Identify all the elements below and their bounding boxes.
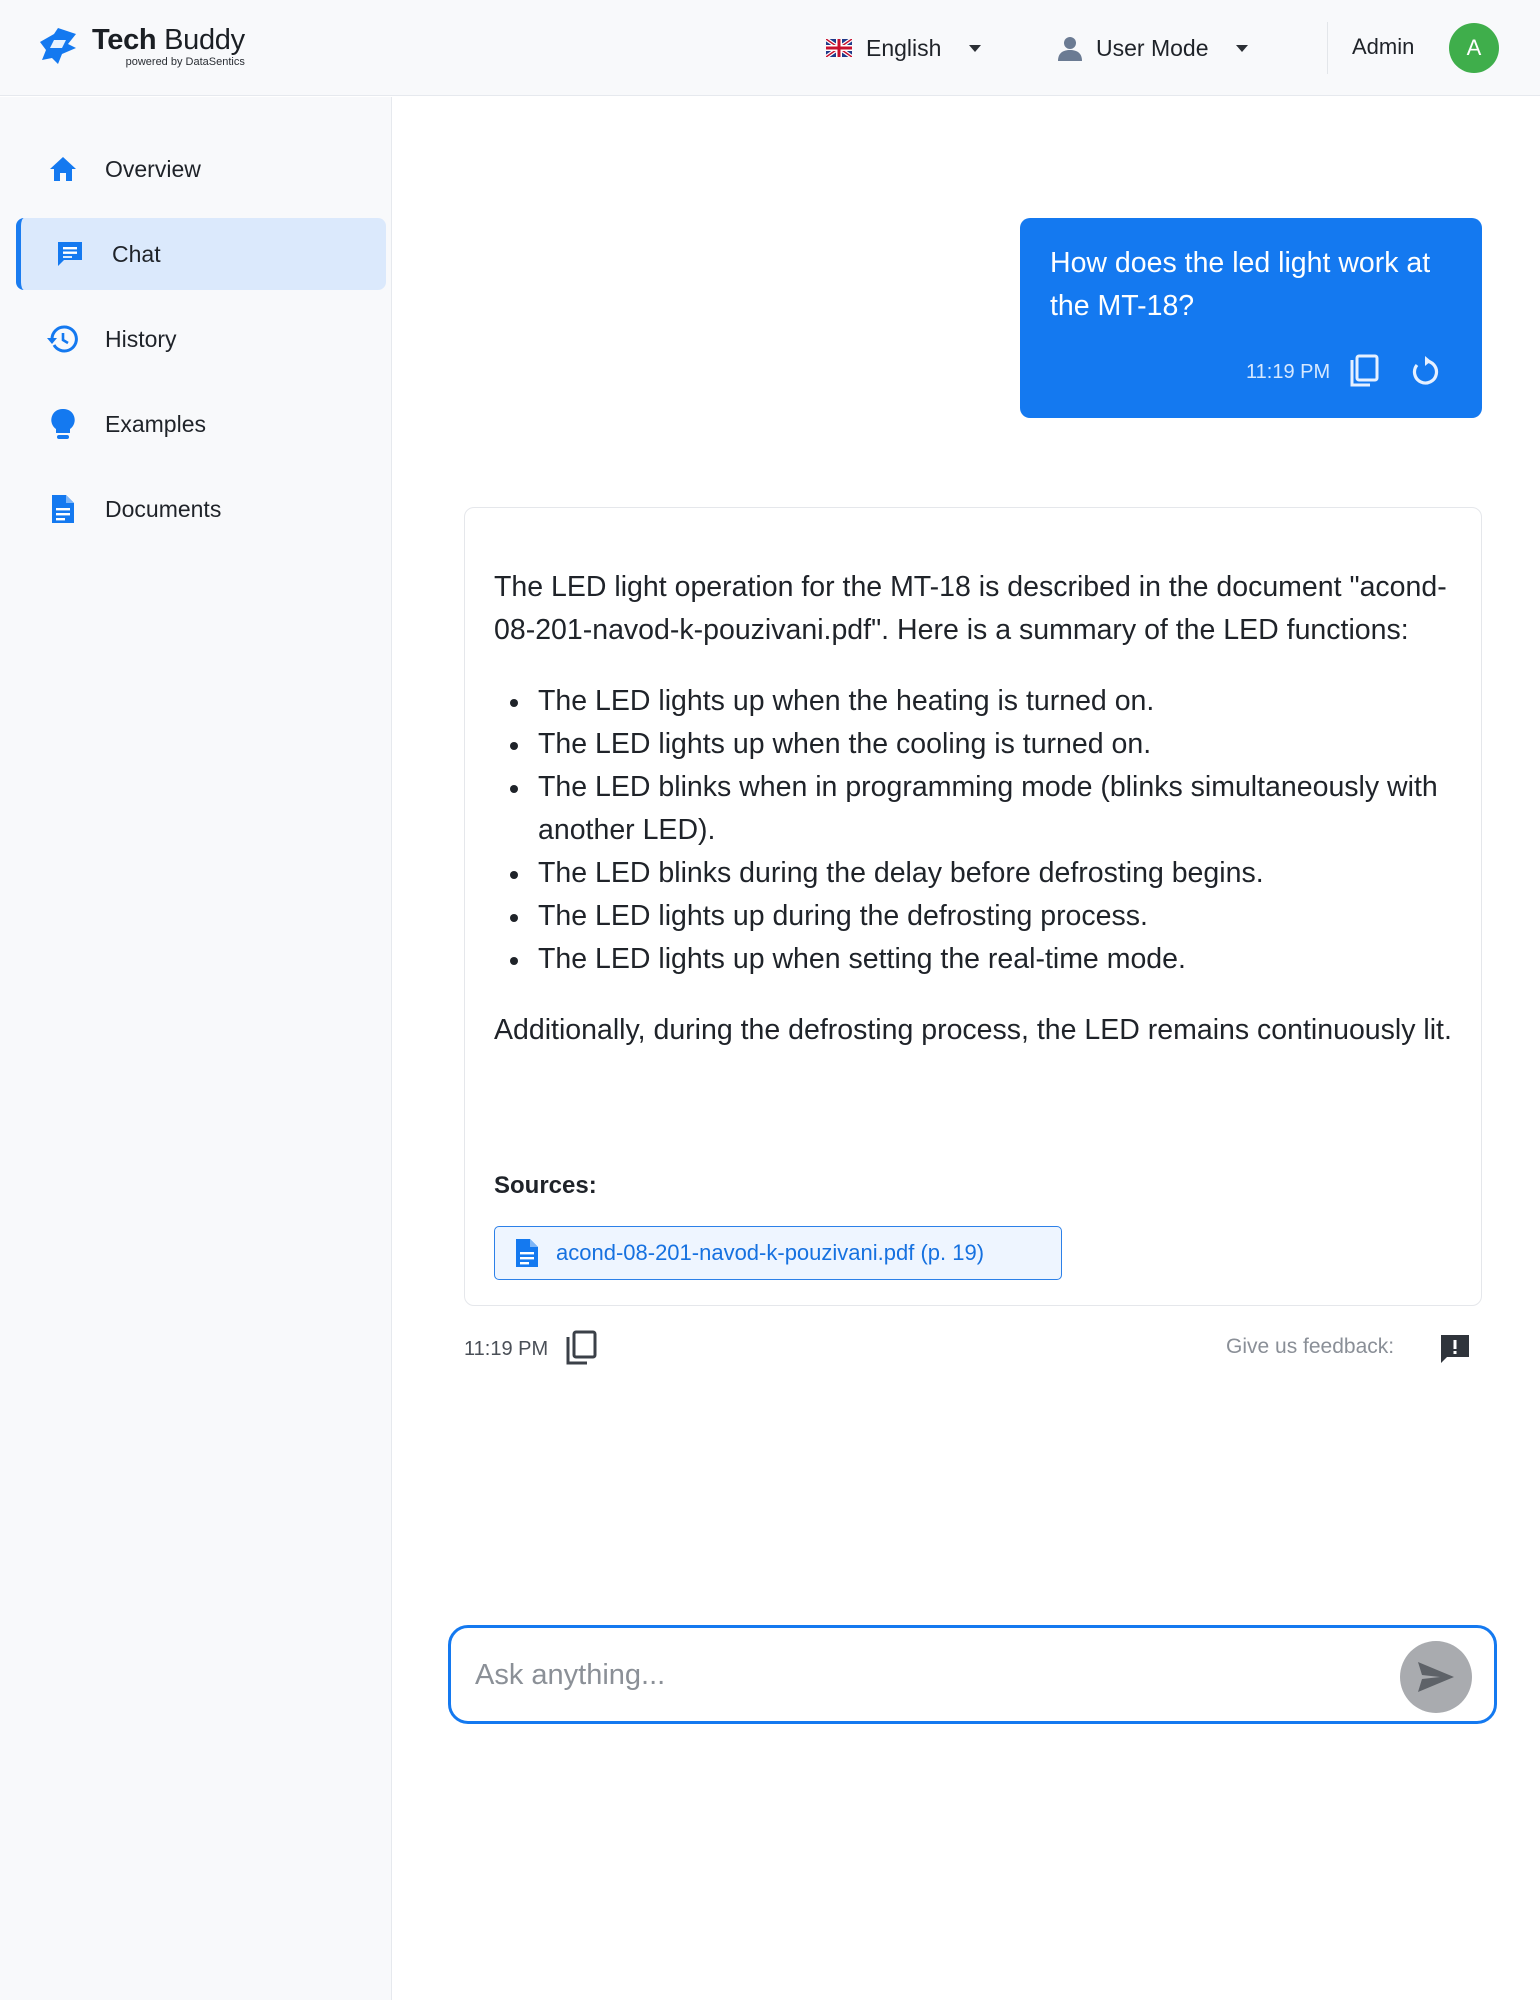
regenerate-icon[interactable]: [1408, 355, 1442, 389]
user-icon: [1056, 34, 1084, 62]
answer-time: 11:19 PM: [464, 1337, 549, 1360]
send-icon: [1416, 1660, 1456, 1694]
user-message-meta: [1246, 354, 1442, 390]
mode-label: User Mode: [1096, 34, 1209, 61]
feedback-icon[interactable]: [1438, 1332, 1472, 1366]
chevron-down-icon: [1236, 45, 1248, 52]
mode-dropdown[interactable]: [1056, 28, 1248, 68]
source-link[interactable]: [494, 1226, 1062, 1280]
list-item: The LED blinks when in programming mode (blinks simultaneously with another LED).: [494, 766, 1454, 852]
sidebar-item-label: Examples: [105, 410, 206, 437]
sidebar-item-label: Documents: [105, 495, 222, 522]
sidebar: [0, 97, 392, 2000]
chevron-down-icon: [969, 45, 981, 52]
list-item: The LED lights up when the cooling is turned on.: [494, 723, 1454, 766]
feedback-label: Give us feedback:: [1226, 1335, 1395, 1358]
logo[interactable]: [36, 24, 245, 68]
answer-body: [494, 566, 1454, 1052]
list-item: The LED lights up when setting the real-time mode.: [494, 938, 1454, 981]
copy-icon[interactable]: [1348, 354, 1380, 390]
top-bar: [0, 0, 1540, 96]
answer-meta: [464, 1330, 598, 1368]
answer-bullet-list: [494, 680, 1454, 981]
copy-icon[interactable]: [564, 1330, 598, 1368]
sidebar-item-documents[interactable]: [16, 473, 386, 545]
sources-label: Sources:: [494, 1172, 597, 1199]
uk-flag-icon: [826, 39, 852, 57]
document-icon: [514, 1237, 540, 1269]
language-dropdown[interactable]: [826, 28, 981, 68]
sidebar-item-overview[interactable]: [16, 133, 386, 205]
home-icon: [47, 153, 79, 185]
document-icon: [47, 493, 79, 525]
chat-input-box: [448, 1625, 1497, 1724]
brand-title: Tech Buddy: [92, 24, 245, 56]
sidebar-item-examples[interactable]: [16, 388, 386, 460]
user-message-bubble: [1020, 218, 1482, 418]
user-message-text: How does the led light work at the MT-18?: [1050, 247, 1431, 322]
answer-outro: Additionally, during the defrosting process, the LED remains continuously lit.: [494, 1014, 1452, 1046]
tech-buddy-logo-icon: [36, 24, 80, 68]
header-divider: [1327, 22, 1328, 74]
answer-intro: The LED light operation for the MT-18 is described in the document "acond-08-201-navod-k-pouzivani.pdf". Here is a summary of the LED functions:: [494, 571, 1447, 646]
send-button[interactable]: [1400, 1641, 1472, 1713]
sidebar-item-label: Chat: [112, 240, 161, 267]
list-item: The LED lights up during the defrosting process.: [494, 895, 1454, 938]
list-item: The LED lights up when the heating is turned on.: [494, 680, 1454, 723]
chat-input[interactable]: [475, 1650, 1355, 1700]
sidebar-item-history[interactable]: [16, 303, 386, 375]
sidebar-item-chat[interactable]: [16, 218, 386, 290]
assistant-answer-card: [464, 507, 1482, 1306]
source-link-label: acond-08-201-navod-k-pouzivani.pdf (p. 19): [556, 1240, 985, 1265]
history-icon: [47, 323, 79, 355]
chat-icon: [54, 238, 86, 270]
user-name: Admin: [1352, 34, 1415, 59]
list-item: The LED blinks during the delay before defrosting begins.: [494, 852, 1454, 895]
sidebar-item-label: History: [105, 325, 177, 352]
user-message-time: 11:19 PM: [1246, 360, 1331, 383]
sidebar-item-label: Overview: [105, 155, 201, 182]
lightbulb-icon: [47, 408, 79, 440]
language-label: English: [866, 34, 942, 61]
brand-subtitle: powered by DataSentics: [125, 56, 245, 68]
avatar[interactable]: A: [1449, 23, 1499, 73]
